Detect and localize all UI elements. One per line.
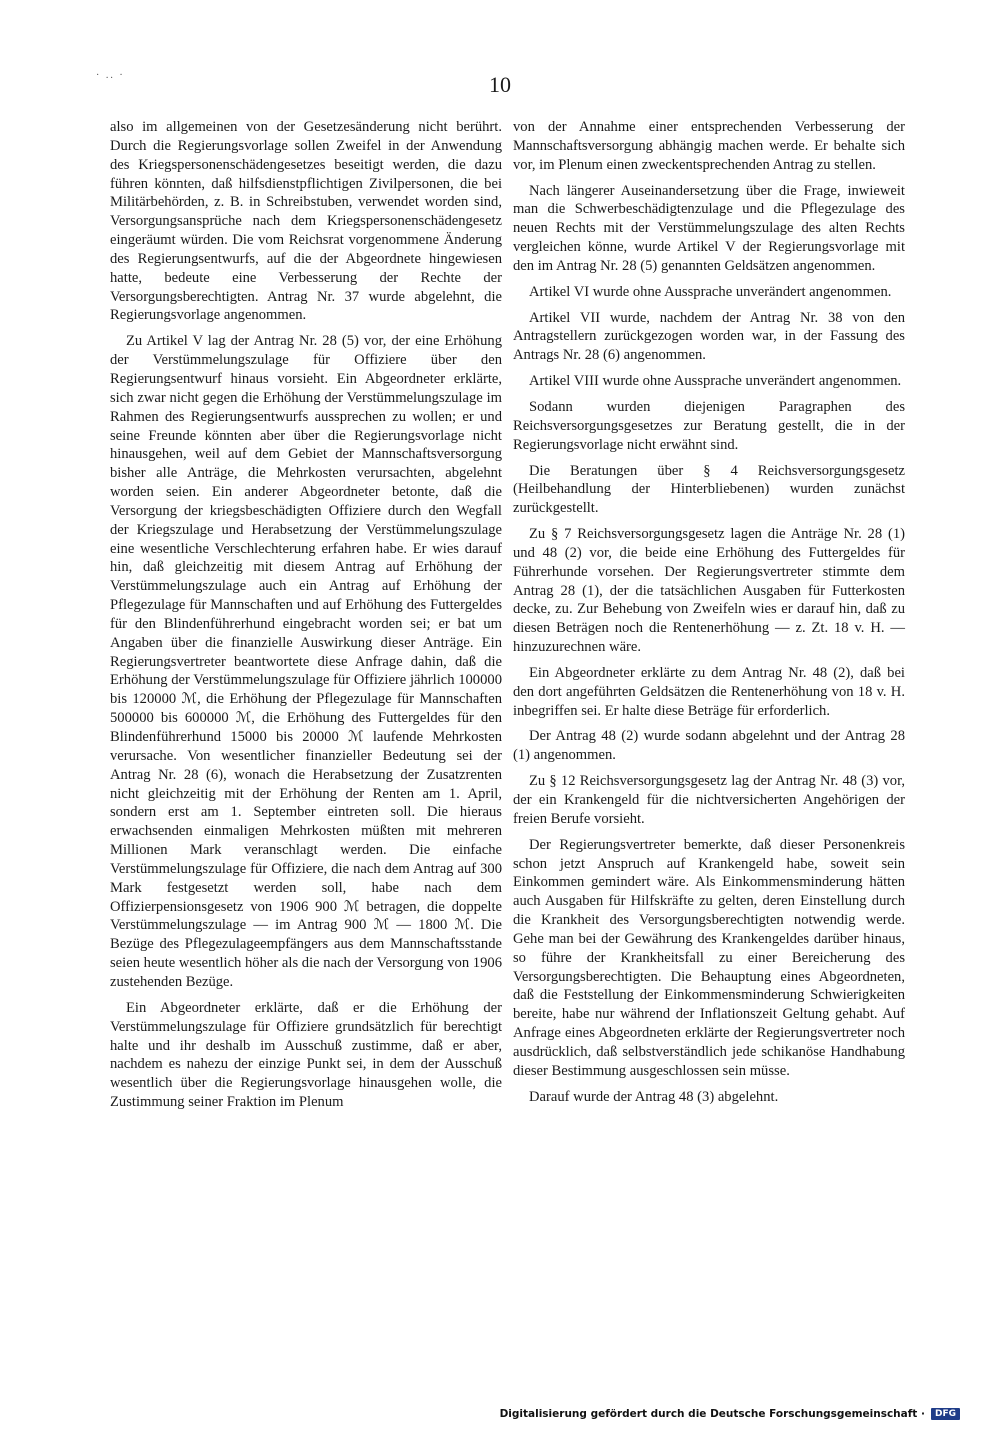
- paragraph: Zu § 12 Reichsversorgungsgesetz lag der Antrag Nr. 48 (3) vor, der ein Krankengeld für die nichtversicherten Angehörigen der freien Berufe vorsieht.: [513, 773, 905, 827]
- paragraph: Zu Artikel V lag der Antrag Nr. 28 (5) vor, der eine Erhöhung der Verstümmelungszulage für Offiziere über den Regierungsentwurf hinaus vorsieht. Ein Abgeordneter erklärte, sich zwar nicht gegen die Erhöhung der Verstümmelungszulage im Rahmen des Regierungsentwurfs aussprechen zu wollen; er und seine Freunde könnten aber über die Regierungsvorlage nicht hinausgehen, weil auf dem Gebiet der Mannschaftsversorgung bisher alle Anträge, die Mehrkosten verursachten, abgelehnt worden seien. Ein anderer Abgeordneter betonte, daß die Versorgung der kriegsbeschädigten Offiziere durch den Wegfall der Kriegszulage und Herabsetzung der Verstümmelungszulage eine wesentliche Verschlechterung erfahren habe. Er wies darauf hin, daß gleichzeitig mit diesem Antrag auf Erhöhung der Verstümmelungszulage auch ein Antrag auf Erhöhung der Pflegezulage für Mannschaften und auf Erhöhung des Futtergeldes für den Blindenführerhund eingebracht worden sei; er bat um Angaben über die finanzielle Auswirkung dieser Anträge. Ein Regierungsvertreter beantwortete diese Anfrage dahin, daß die Erhöhung der Verstümmelungszulage für Offiziere jährlich 100000 bis 120000 ℳ, die Erhöhung der Pflegezulage für Mannschaften 500000 bis 600000 ℳ, die Erhöhung des Futtergeldes für den Blindenführerhund 15000 bis 20000 ℳ laufende Mehrkosten verursache. Von wesentlicher finanzieller Bedeutung sei der Antrag Nr. 28 (6), wonach die Herabsetzung der Zusatzrenten nicht gleichzeitig mit der Erhöhung der Renten am 1. April, sondern erst am 1. September eintreten soll. Die hieraus erwachsenden einmaligen Mehrkosten müßten mit mehreren Millionen Mark veranschlagt werden. Die einfache Verstümmelungszulage für Offiziere, die nach dem Antrag auf 300 Mark festgesetzt werden soll, habe nach dem Offizierpensionsgesetz von 1906 900 ℳ betragen, die doppelte Verstümmelungszulage — im Antrag 900 ℳ — 1800 ℳ. Die Bezüge des Pflegezulageempfängers aus dem Mannschaftsstande seien heute wesentlich höher als die nach der Versorgung von 1906 zustehenden Bezüge.: [110, 333, 502, 990]
- paragraph: also im allgemeinen von der Gesetzesänderung nicht berührt. Durch die Regierungsvorlage sollen Zweifel in der Anwendung des Kriegspersonenschädengesetzes beseitigt werden, die dazu führen könnten, daß hilfsdienstpflichtigen Zivilpersonen, die bei Militärbehörden, z. B. in Schreibstuben, verwendet worden sind, Versorgungsansprüche nach dem Kriegspersonenschädengesetz eingeräumt würden. Die vom Reichsrat vorgenommene Änderung des Regierungsentwurfs, auf die der Abgeordnete hingewiesen hatte, bedeute eine Verbesserung der Rechte der Versorgungsberechtigten. Antrag Nr. 37 wurde abgelehnt, die Regierungsvorlage angenommen.: [110, 119, 502, 324]
- paragraph: Darauf wurde der Antrag 48 (3) abgelehnt.: [529, 1088, 779, 1105]
- paragraph: Nach längerer Auseinandersetzung über die Frage, inwieweit man die Schwerbeschädigtenzulage und die Pflegezulage des neuen Rechts mit der Verstümmelungszulage des alten Rechts vergleichen könne, wurde Artikel V der Regierungsvorlage mit den im Antrag Nr. 28 (5) genannten Geldsätzen angenommen.: [513, 182, 905, 274]
- paragraph: Ein Abgeordneter erklärte zu dem Antrag Nr. 48 (2), daß bei den dort angeführten Geldsätzen die Rentenerhöhung von 18 v. H. inbegriffen sei. Er halte diese Beträge für erforderlich.: [513, 664, 905, 719]
- page-number: 10: [489, 72, 511, 97]
- right-column: [513, 118, 905, 1107]
- paragraph: Artikel VII wurde, nachdem der Antrag Nr. 38 von den Antragstellern zurückgezogen worden war, in der Fassung des Antrags Nr. 28 (6) angenommen.: [513, 309, 905, 364]
- dfg-logo-icon: DFG: [931, 1408, 960, 1420]
- paragraph: Der Regierungsvertreter bemerkte, daß dieser Personenkreis schon jetzt Anspruch auf Krankengeld habe, soweit sein Einkommen gemindert wäre. Als Einkommensminderung hätten auch Ausgaben für Hilfskräfte zu gelten, deren Einstellung durch die Krankheit des Versorgungsberechtigten notwendig werde. Gehe man bei der Gewährung des Krankengeldes darüber hinaus, so führe der Krankheitsfall zu einer Bereicherung des Versorgungsberechtigten. Die Behauptung eines Abgeordneten, daß die Feststellung der Einkommensminderung Schwierigkeiten bereite, habe nur während der Inflationszeit Geltung gehabt. Auf Anfrage eines Abgeordneten erklärte der Regierungsvertreter noch ausdrücklich, daß selbstverständlich jede schikanöse Handhabung dieser Bestimmung ausgeschlossen sein müsse.: [513, 836, 905, 1079]
- paragraph: Sodann wurden diejenigen Paragraphen des Reichsversorgungsgesetzes zur Beratung gestellt, die in der Regierungsvorlage nicht erwähnt sind.: [513, 398, 905, 453]
- left-column: [110, 118, 502, 1112]
- paragraph: von der Annahme einer entsprechenden Verbesserung der Mannschaftsversorgung abhängig machen werde. Er behalte sich vor, im Plenum einen zweckentsprechenden Antrag zu stellen.: [513, 119, 905, 173]
- footer-text: Digitalisierung gefördert durch die Deutsche Forschungsgemeinschaft ·: [499, 1408, 925, 1420]
- paragraph: Artikel VIII wurde ohne Aussprache unverändert angenommen.: [529, 373, 902, 390]
- paragraph: Artikel VI wurde ohne Aussprache unverändert angenommen.: [529, 283, 892, 300]
- paragraph: Zu § 7 Reichsversorgungsgesetz lagen die Anträge Nr. 28 (1) und 48 (2) vor, die beide eine Erhöhung des Futtergeldes für Führerhunde vorsehen. Der Regierungsvertreter stimmte dem Antrag 28 (1), der die tatsächlichen Ausgaben für Futterkosten decke, zu. Zur Behebung von Zweifeln wies er darauf hin, daß zu diesen Beträgen noch die Rentenerhöhung — z. Zt. 18 v. H. — hinzuzurechnen wäre.: [513, 526, 905, 656]
- paragraph: Ein Abgeordneter erklärte, daß er die Erhöhung der Verstümmelungszulage für Offiziere grundsätzlich für berechtigt halte und ihr deshalb im Ausschuß zustimme, daß er aber, nachdem es nahezu der einzige Punkt sei, in dem der Ausschuß wesentlich über die Regierungsvorlage hinausgehen wolle, die Zustimmung seiner Fraktion im Plenum: [110, 999, 502, 1111]
- corner-marks: · .. ·: [96, 70, 125, 81]
- paragraph: Der Antrag 48 (2) wurde sodann abgelehnt und der Antrag 28 (1) angenommen.: [513, 728, 905, 764]
- paragraph: Die Beratungen über § 4 Reichsversorgungsgesetz (Heilbehandlung der Hinterbliebenen) wurden zunächst zurückgestellt.: [513, 462, 905, 517]
- footer: [500, 1408, 960, 1420]
